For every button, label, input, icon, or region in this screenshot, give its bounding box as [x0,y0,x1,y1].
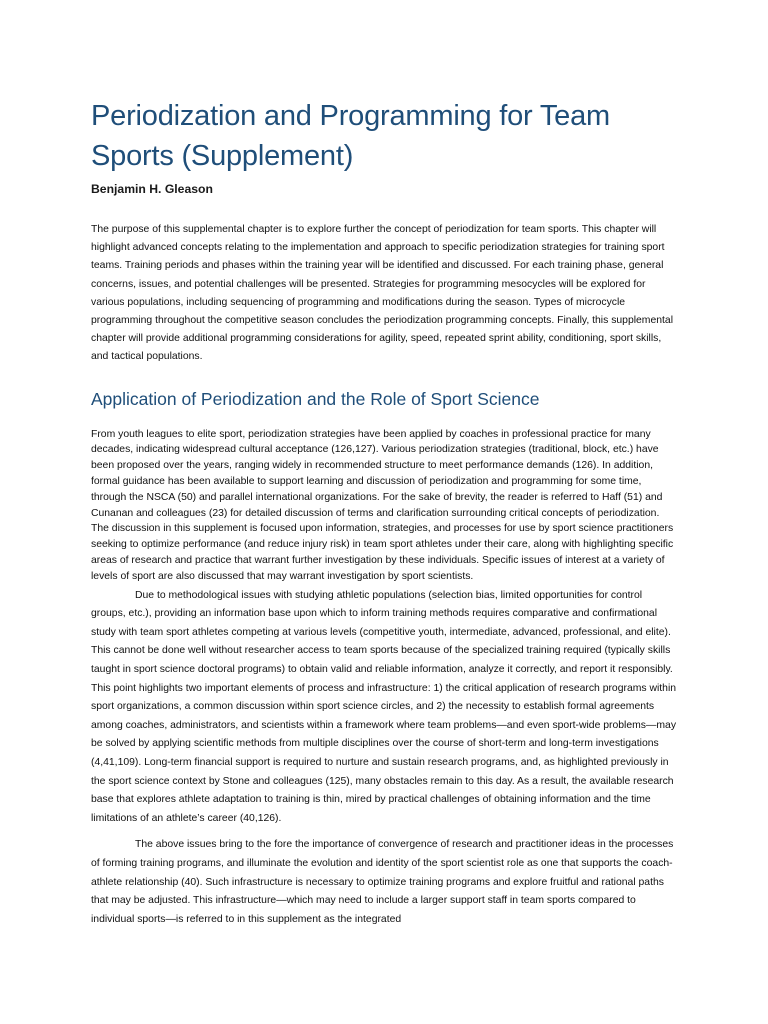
author-name: Benjamin H. Gleason [91,182,213,196]
intro-paragraph: The purpose of this supplemental chapter is to explore further the concept of periodization for team sports. This chapter will highlight advanced concepts relating to the implementation and approach to specific periodization strategies for training sport teams. Training periods and phases within the training year will be identified and discussed. For each training phase, general concerns, issues, and potential challenges will be presented. Strategies for programming mesocycles will be explored for various populations, including sequencing of programming and modifications during the season. Types of microcycle programming throughout the competitive season concludes the periodization programming concepts. Finally, this supplemental chapter will provide additional programming considerations for agility, speed, repeated sprint ability, conditioning, sport skills, and tactical populations. [91,224,673,363]
document-page [91,96,677,929]
section-paragraph-1: From youth leagues to elite sport, periodization strategies have been applied by coaches in professional practice for many decades, indicating widespread cultural acceptance (126,127). Various periodization strategies (traditional, block, etc.) have been proposed over the years, ranging widely in recommended structure to meet performance demands (126). In addition, formal guidance has been available to support learning and discussion of periodization and programming for some time, through the NSCA (50) and parallel international organizations. For the sake of brevity, the reader is referred to Haff (51) and Cunanan and colleagues (23) for detailed discussion of terms and clarification surrounding critical concepts of periodization. The discussion in this supplement is focused upon information, strategies, and processes for use by sport science practitioners seeking to optimize performance (and reduce injury risk) in team sport athletes under their care, along with highlighting specific areas of research and practice that warrant further investigation by these individuals. Specific issues of interest at a variety of levels of sport are also discussed that may warrant investigation by sport scientists. [91,428,674,582]
section-heading: Application of Periodization and the Role of Sport Science [91,388,540,409]
document-title: Periodization and Programming for Team Sports (Supplement) [91,100,610,172]
section-paragraph-2: Due to methodological issues with studying athletic populations (selection bias, limited opportunities for control groups, etc.), providing an information base upon which to inform training methods requires comparative and confirmational study with team sport athletes competing at various levels (competitive youth, intermediate, advanced, professional, and elite). This cannot be done well without researcher access to team sports because of the specialized training required (typically skills taught in sport science doctoral programs) to obtain valid and reliable information, analyze it correctly, and report it responsibly. This point highlights two important elements of process and infrastructure: 1) the critical application of research programs within sport organizations, a common discussion within sport science circles, and 2) the necessity to establish formal agreements among coaches, administrators, and scientists within a framework where team problems—and even sport-wide problems—may be solved by applying scientific methods from multiple disciplines over the course of short-term and long-term investigations (4,41,109). Long-term financial support is required to nurture and sustain research programs, and, as highlighted previously in the sport science context by Stone and colleagues (125), many obstacles remain to this day. As a result, the available research base that explores athlete adaptation to training is thin, mired by practical challenges of obtaining information and the time limitations of an athlete’s career (40,126). [91,589,677,824]
section-paragraph-3: The above issues bring to the fore the importance of convergence of research and practitioner ideas in the processes of forming training programs, and illuminate the evolution and identity of the sport scientist role as one that supports the coach-athlete relationship (40). Such infrastructure is necessary to optimize training programs and explore fruitful and rational paths that may be adjusted. This infrastructure—which may need to include a larger support staff in team sports compared to individual sports—is referred to in this supplement as the integrated [91,839,674,925]
